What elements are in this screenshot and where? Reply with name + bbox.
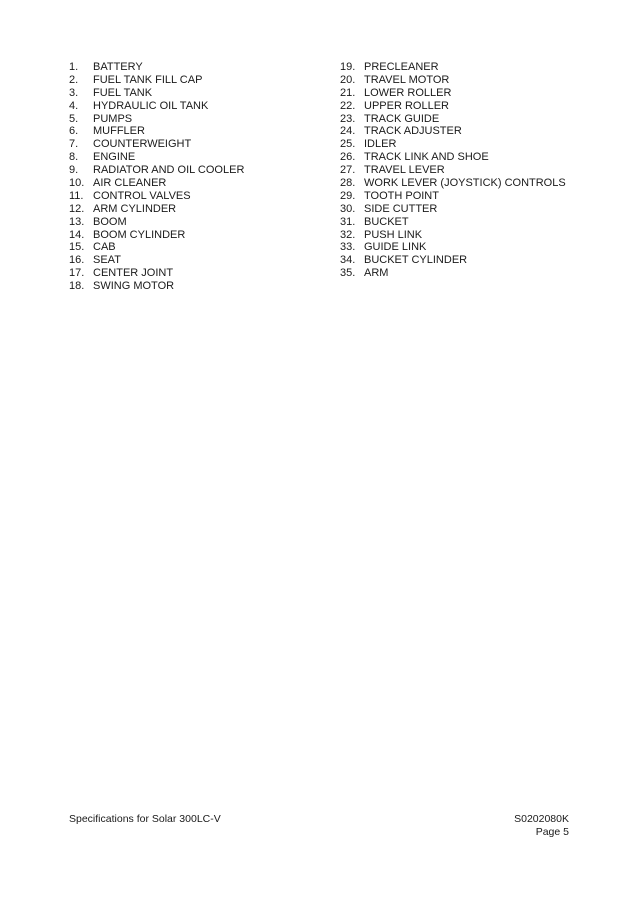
list-item xyxy=(340,138,600,151)
item-label: SIDE CUTTER xyxy=(364,202,438,215)
item-number: 5. xyxy=(69,112,79,125)
list-item xyxy=(69,151,329,164)
item-number: 25. xyxy=(340,138,356,151)
list-item xyxy=(69,125,329,138)
list-item xyxy=(69,74,329,87)
item-label: TRAVEL LEVER xyxy=(364,164,445,177)
item-label: PUMPS xyxy=(93,112,133,125)
item-label: SEAT xyxy=(93,254,121,267)
list-item xyxy=(69,216,329,229)
item-label: HYDRAULIC OIL TANK xyxy=(93,99,209,112)
list-item xyxy=(340,61,600,74)
item-number: 21. xyxy=(340,86,356,99)
item-number: 4. xyxy=(69,99,79,112)
item-number: 6. xyxy=(69,125,79,138)
list-item xyxy=(340,151,600,164)
item-number: 29. xyxy=(340,189,356,202)
item-label: ARM CYLINDER xyxy=(93,202,177,215)
item-label: ENGINE xyxy=(93,151,136,164)
item-number: 18. xyxy=(69,280,85,293)
list-item xyxy=(69,267,329,280)
item-label: WORK LEVER (JOYSTICK) CONTROLS xyxy=(364,177,566,190)
footer-page-number: Page 5 xyxy=(535,826,569,838)
list-item xyxy=(69,229,329,242)
list-item xyxy=(340,241,600,254)
item-label: COUNTERWEIGHT xyxy=(93,138,192,151)
item-number: 17. xyxy=(69,267,85,280)
item-number: 19. xyxy=(340,61,356,73)
footer-document-title: Specifications for Solar 300LC-V xyxy=(69,813,221,825)
item-number: 15. xyxy=(69,241,85,254)
item-label: AIR CLEANER xyxy=(93,177,167,190)
item-number: 34. xyxy=(340,254,356,267)
item-number: 16. xyxy=(69,254,85,267)
item-label: TRACK LINK AND SHOE xyxy=(364,151,489,164)
item-number: 35. xyxy=(340,267,356,280)
item-label: RADIATOR AND OIL COOLER xyxy=(93,164,245,177)
item-number: 22. xyxy=(340,99,356,112)
list-item xyxy=(340,216,600,229)
item-number: 11. xyxy=(69,189,84,202)
item-number: 8. xyxy=(69,151,79,164)
item-label: TRAVEL MOTOR xyxy=(364,73,450,86)
item-number: 10. xyxy=(69,177,85,190)
item-label: PRECLEANER xyxy=(364,61,439,73)
item-label: TRACK GUIDE xyxy=(364,112,440,125)
item-number: 28. xyxy=(340,177,356,190)
list-item xyxy=(69,241,329,254)
list-item xyxy=(340,74,600,87)
list-item xyxy=(340,229,600,242)
item-number: 12. xyxy=(69,202,85,215)
list-item xyxy=(340,100,600,113)
list-item xyxy=(340,267,600,280)
list-item xyxy=(340,177,600,190)
item-number: 24. xyxy=(340,125,356,138)
item-number: 31. xyxy=(340,215,356,228)
item-label: BOOM CYLINDER xyxy=(93,228,186,241)
list-item xyxy=(69,61,329,74)
item-label: CONTROL VALVES xyxy=(93,189,191,202)
item-number: 30. xyxy=(340,202,356,215)
item-number: 2. xyxy=(69,73,79,86)
list-item xyxy=(340,164,600,177)
list-item xyxy=(340,113,600,126)
list-item xyxy=(69,164,329,177)
list-item xyxy=(69,190,329,203)
item-number: 7. xyxy=(69,138,79,151)
item-number: 1. xyxy=(69,61,79,73)
footer-info xyxy=(514,813,569,839)
item-number: 26. xyxy=(340,151,356,164)
list-item xyxy=(69,254,329,267)
list-item xyxy=(340,87,600,100)
item-number: 3. xyxy=(69,86,79,99)
item-label: LOWER ROLLER xyxy=(364,86,452,99)
list-item xyxy=(340,254,600,267)
item-number: 9. xyxy=(69,164,79,177)
list-item xyxy=(69,203,329,216)
item-label: ARM xyxy=(364,267,389,280)
item-label: FUEL TANK xyxy=(93,86,153,99)
item-label: GUIDE LINK xyxy=(364,241,427,254)
item-label: BATTERY xyxy=(93,61,143,73)
item-number: 20. xyxy=(340,73,356,86)
list-item xyxy=(69,113,329,126)
parts-list-right xyxy=(340,61,600,280)
list-item xyxy=(340,125,600,138)
item-number: 32. xyxy=(340,228,356,241)
item-number: 33. xyxy=(340,241,356,254)
item-number: 14. xyxy=(69,228,85,241)
item-label: TOOTH POINT xyxy=(364,189,439,202)
list-item xyxy=(69,280,329,293)
list-item xyxy=(340,203,600,216)
item-label: BOOM xyxy=(93,215,127,228)
item-label: BUCKET CYLINDER xyxy=(364,254,468,267)
item-number: 27. xyxy=(340,164,356,177)
item-label: CENTER JOINT xyxy=(93,267,174,280)
item-label: IDLER xyxy=(364,138,397,151)
list-item xyxy=(69,100,329,113)
parts-list-left xyxy=(69,61,329,293)
item-number: 23. xyxy=(340,112,356,125)
list-item xyxy=(69,87,329,100)
item-label: PUSH LINK xyxy=(364,228,423,241)
list-item xyxy=(69,177,329,190)
item-label: TRACK ADJUSTER xyxy=(364,125,462,138)
list-item xyxy=(69,138,329,151)
item-label: MUFFLER xyxy=(93,125,145,138)
item-label: SWING MOTOR xyxy=(93,280,175,293)
item-label: FUEL TANK FILL CAP xyxy=(93,73,203,86)
list-item xyxy=(340,190,600,203)
item-label: BUCKET xyxy=(364,215,409,228)
footer-document-code: S0202080K xyxy=(514,813,569,825)
item-label: UPPER ROLLER xyxy=(364,99,449,112)
item-label: CAB xyxy=(93,241,116,254)
item-number: 13. xyxy=(69,215,85,228)
